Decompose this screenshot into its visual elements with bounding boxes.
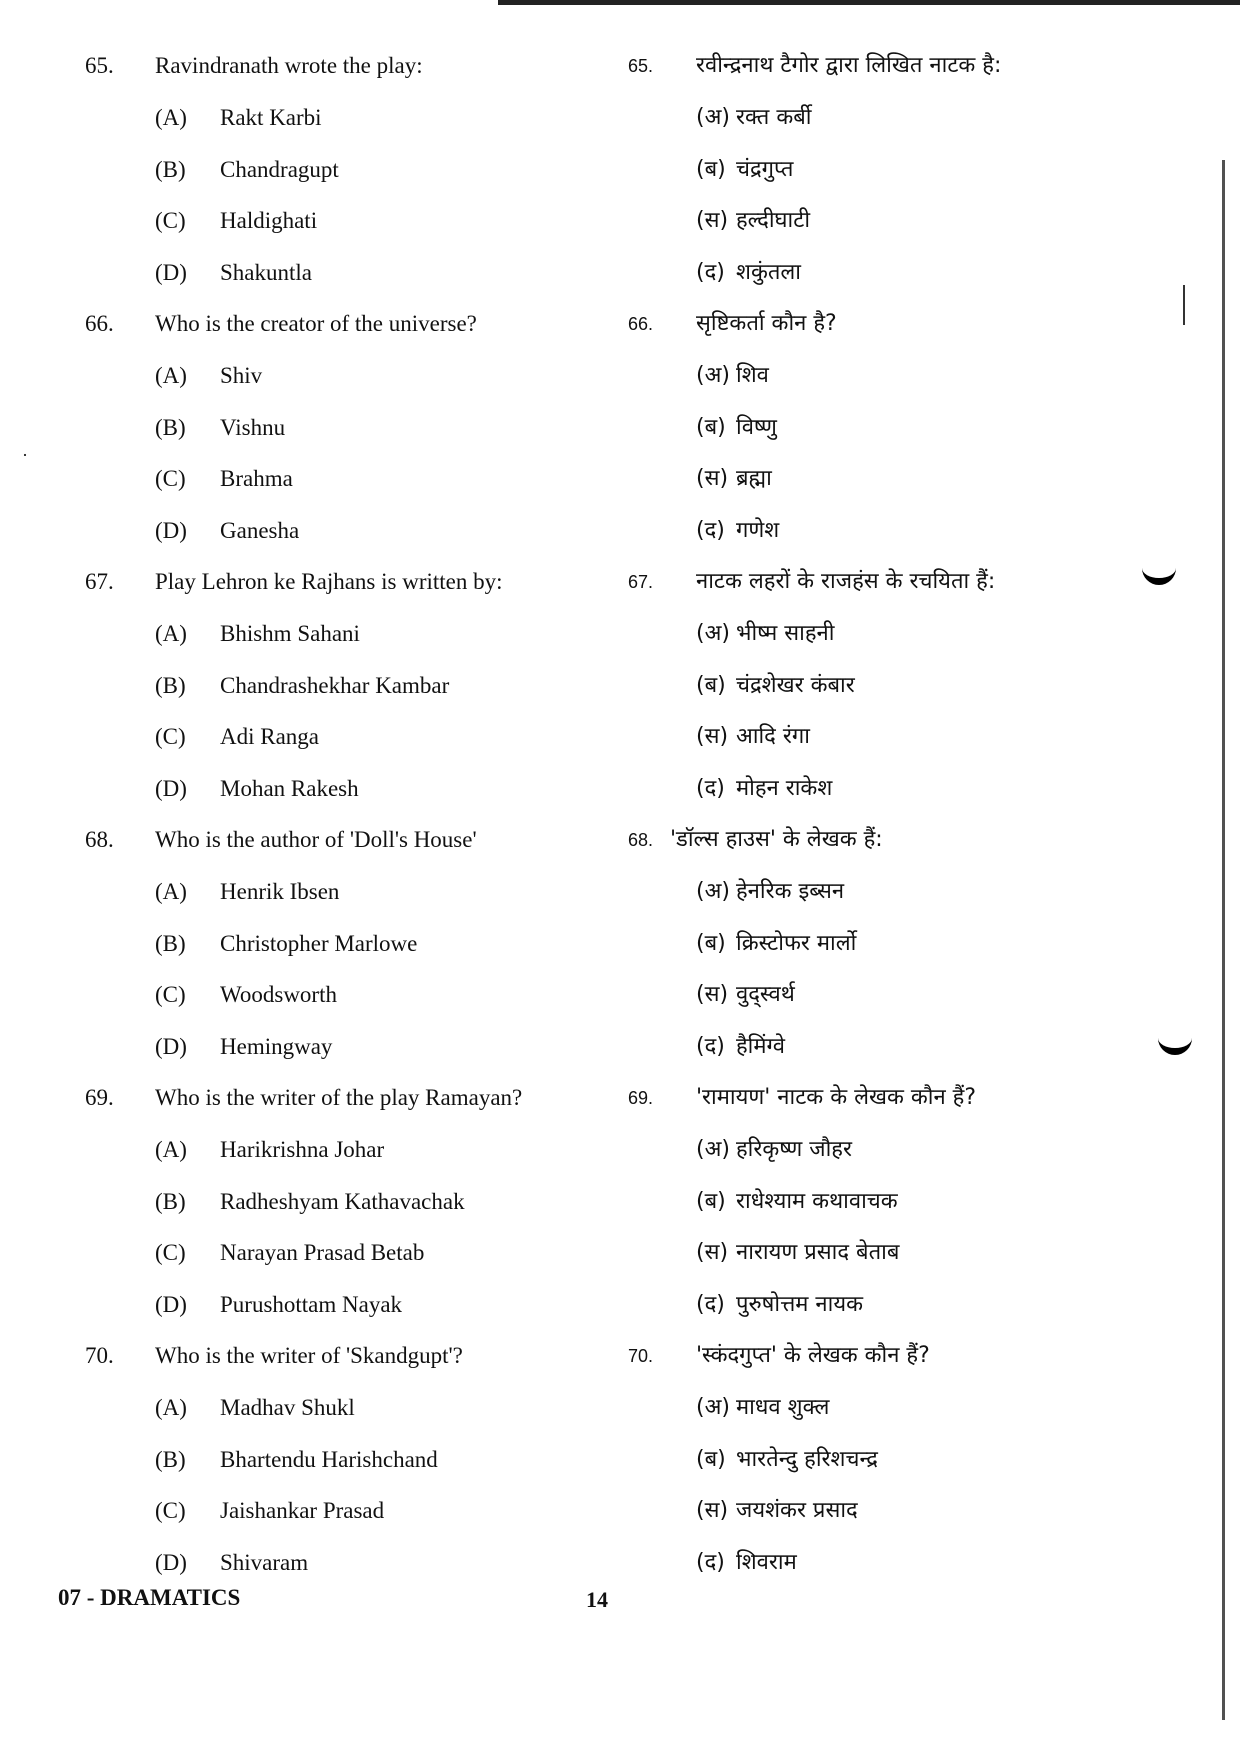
question-number: 66. [628,314,654,334]
option-text: Narayan Prasad Betab [220,1240,425,1265]
question-65-en [85,40,645,298]
option-text: Bhishm Sahani [220,621,360,646]
question-number: 65. [85,53,114,78]
question-text: 'रामायण' नाटक के लेखक कौन हैं? [696,1085,977,1110]
option [85,350,645,402]
option-text: मोहन राकेश [736,775,833,801]
option-text: जयशंकर प्रसाद [736,1498,858,1523]
question-number: 65. [628,56,654,76]
option-text: हेनरिक इब्सन [736,879,845,904]
option-text: हरिकृष्ण जौहर [736,1137,852,1162]
option-text: भीष्म साहनी [736,621,835,646]
scan-edge-mark [1222,160,1225,1720]
option [85,247,645,299]
option [628,866,1188,918]
hindi-questions [628,40,1188,1588]
option-label: (स) [696,1240,729,1265]
option-text: Mohan Rakesh [220,775,359,801]
option [628,1176,1188,1228]
option [628,1434,1188,1486]
question-68-hi [628,814,1188,1072]
option-text: हैमिंग्वे [736,1033,785,1059]
question-number: 68. [85,827,114,852]
option [85,453,645,505]
option [628,402,1188,454]
option-label: (A) [155,1395,187,1420]
option-label: (B) [155,672,186,698]
option-label: (स) [696,724,729,749]
option-text: Brahma [220,466,293,491]
question-text: 'स्कंदगुप्त' के लेखक कौन हैं? [696,1343,930,1368]
option-label: (ब) [696,1188,726,1214]
option-label: (ब) [696,156,726,182]
question-text: Ravindranath wrote the play: [155,53,423,78]
option-text: विष्णु [736,414,777,440]
option [85,505,645,557]
option-text: रक्त कर्बी [736,105,812,130]
option-label: (C) [155,1240,186,1265]
option [628,1382,1188,1434]
option-text: शकुंतला [736,259,802,285]
question-68-en [85,814,645,1072]
question-70-hi [628,1330,1188,1588]
option-label: (D) [155,1291,187,1317]
option-label: (अ) [696,621,730,646]
option-text: वुद्स्वर्थ [736,982,795,1007]
option-label: (अ) [696,363,730,388]
option [85,1485,645,1537]
option-text: Henrik Ibsen [220,879,340,904]
question-70-en [85,1330,645,1588]
question-text: Who is the writer of the play Ramayan? [155,1085,523,1110]
option-label: (द) [696,517,725,543]
option-label: (स) [696,1498,729,1523]
option-text: Bhartendu Harishchand [220,1446,438,1472]
option-label: (B) [155,156,186,182]
option-label: (C) [155,208,186,233]
option [628,195,1188,247]
question-text: Who is the writer of 'Skandgupt'? [155,1343,463,1368]
option-text: हल्दीघाटी [736,208,811,233]
option [628,1124,1188,1176]
question-67-hi [628,556,1188,814]
option [628,1227,1188,1279]
option-text: पुरुषोत्तम नायक [736,1291,863,1317]
question-67-en [85,556,645,814]
option-label: (ब) [696,930,726,956]
page-number: 14 [586,1587,608,1612]
option-label: (द) [696,1033,725,1059]
question-number: 69. [628,1088,654,1108]
option-text: चंद्रगुप्त [736,156,794,182]
option-label: (A) [155,879,187,904]
option [628,453,1188,505]
option-text: शिवराम [736,1549,797,1575]
question-text: नाटक लहरों के राजहंस के रचयिता हैं: [696,569,996,594]
option-label: (C) [155,1498,186,1523]
option-label: (अ) [696,105,730,130]
option-text: Adi Ranga [220,724,320,749]
option-text: Vishnu [220,414,286,440]
subject-footer: 07 - DRAMATICS [58,1585,241,1610]
option [85,1124,645,1176]
option-label: (D) [155,517,187,543]
option-label: (A) [155,621,187,646]
option [85,763,645,815]
option [85,92,645,144]
option-text: Madhav Shukl [220,1395,355,1420]
option [85,1537,645,1589]
option [85,1176,645,1228]
option-text: Woodsworth [220,982,337,1007]
option-label: (B) [155,1188,186,1214]
stray-dot: · [22,445,28,465]
option [85,866,645,918]
option-text: राधेश्याम कथावाचक [736,1188,898,1214]
option-text: नारायण प्रसाद बेताब [736,1240,900,1265]
option-text: क्रिस्टोफर मार्लो [736,930,857,956]
option-text: माधव शुक्ल [736,1395,830,1420]
option-text: Chandrashekhar Kambar [220,672,450,698]
option-text: Haldighati [220,208,318,233]
option-text: Shivaram [220,1549,309,1575]
option-label: (अ) [696,1395,730,1420]
question-number: 70. [628,1346,654,1366]
option-text: Harikrishna Johar [220,1137,385,1162]
option-label: (A) [155,363,187,388]
option-text: Christopher Marlowe [220,930,418,956]
option-text: Radheshyam Kathavachak [220,1188,465,1214]
option [85,711,645,763]
option [628,1021,1188,1073]
option-text: Purushottam Nayak [220,1291,403,1317]
option [628,969,1188,1021]
question-number: 67. [85,569,114,594]
option-label: (द) [696,1549,725,1575]
option [85,660,645,712]
option [628,918,1188,970]
option [85,195,645,247]
option-label: (A) [155,105,187,130]
option-label: (D) [155,775,187,801]
option-label: (ब) [696,1446,726,1472]
option-label: (C) [155,724,186,749]
option [628,608,1188,660]
question-number: 66. [85,311,114,336]
option-label: (B) [155,414,186,440]
question-69-en [85,1072,645,1330]
question-number: 68. [628,830,654,850]
option-text: भारतेन्दु हरिशचन्द्र [736,1446,878,1472]
option [85,608,645,660]
option-text: आदि रंगा [736,724,810,749]
question-number: 67. [628,572,654,592]
option-label: (D) [155,259,187,285]
option [628,350,1188,402]
question-text: रवीन्द्रनाथ टैगोर द्वारा लिखित नाटक है: [696,53,1002,78]
option-label: (स) [696,982,729,1007]
question-number: 69. [85,1085,114,1110]
option-label: (C) [155,466,186,491]
option-label: (अ) [696,1137,730,1162]
option-label: (D) [155,1033,187,1059]
option-text: Ganesha [220,517,300,543]
option-label: (C) [155,982,186,1007]
option [85,1434,645,1486]
option [628,144,1188,196]
option [85,1227,645,1279]
option-label: (द) [696,1291,725,1317]
option [628,505,1188,557]
question-66-hi [628,298,1188,556]
option [85,402,645,454]
option-label: (द) [696,775,725,801]
option [85,969,645,1021]
option-label: (B) [155,930,186,956]
option-text: Hemingway [220,1033,333,1059]
question-number: 70. [85,1343,114,1368]
option-text: गणेश [736,517,780,543]
option-label: (D) [155,1549,187,1575]
question-66-en [85,298,645,556]
option [628,1485,1188,1537]
option-text: Chandragupt [220,156,339,182]
question-text: Play Lehron ke Rajhans is written by: [155,569,503,594]
option [628,92,1188,144]
option [85,1279,645,1331]
option-label: (ब) [696,414,726,440]
english-questions [85,40,645,1588]
question-text: Who is the author of 'Doll's House' [155,827,477,852]
option-label: (स) [696,466,729,491]
option-text: Jaishankar Prasad [220,1498,385,1523]
option [628,247,1188,299]
question-text: Who is the creator of the universe? [155,311,477,336]
option-text: चंद्रशेखर कंबार [736,672,855,698]
question-text: 'डॉल्स हाउस' के लेखक हैं: [670,827,883,852]
option [85,918,645,970]
option-label: (अ) [696,879,730,904]
option [628,711,1188,763]
option-text: Shakuntla [220,259,312,285]
option [85,1382,645,1434]
question-65-hi [628,40,1188,298]
option-label: (द) [696,259,725,285]
option-text: Rakt Karbi [220,105,322,130]
option-label: (स) [696,208,729,233]
question-text: सृष्टिकर्ता कौन है? [696,311,837,336]
option [628,763,1188,815]
option-text: शिव [736,363,769,388]
option-text: Shiv [220,363,263,388]
question-69-hi [628,1072,1188,1330]
option-label: (A) [155,1137,187,1162]
option [628,1279,1188,1331]
option [628,1537,1188,1589]
top-rule [498,0,1240,5]
option [85,144,645,196]
option-text: ब्रह्मा [736,466,772,491]
option-label: (B) [155,1446,186,1472]
option [85,1021,645,1073]
option [628,660,1188,712]
option-label: (ब) [696,672,726,698]
